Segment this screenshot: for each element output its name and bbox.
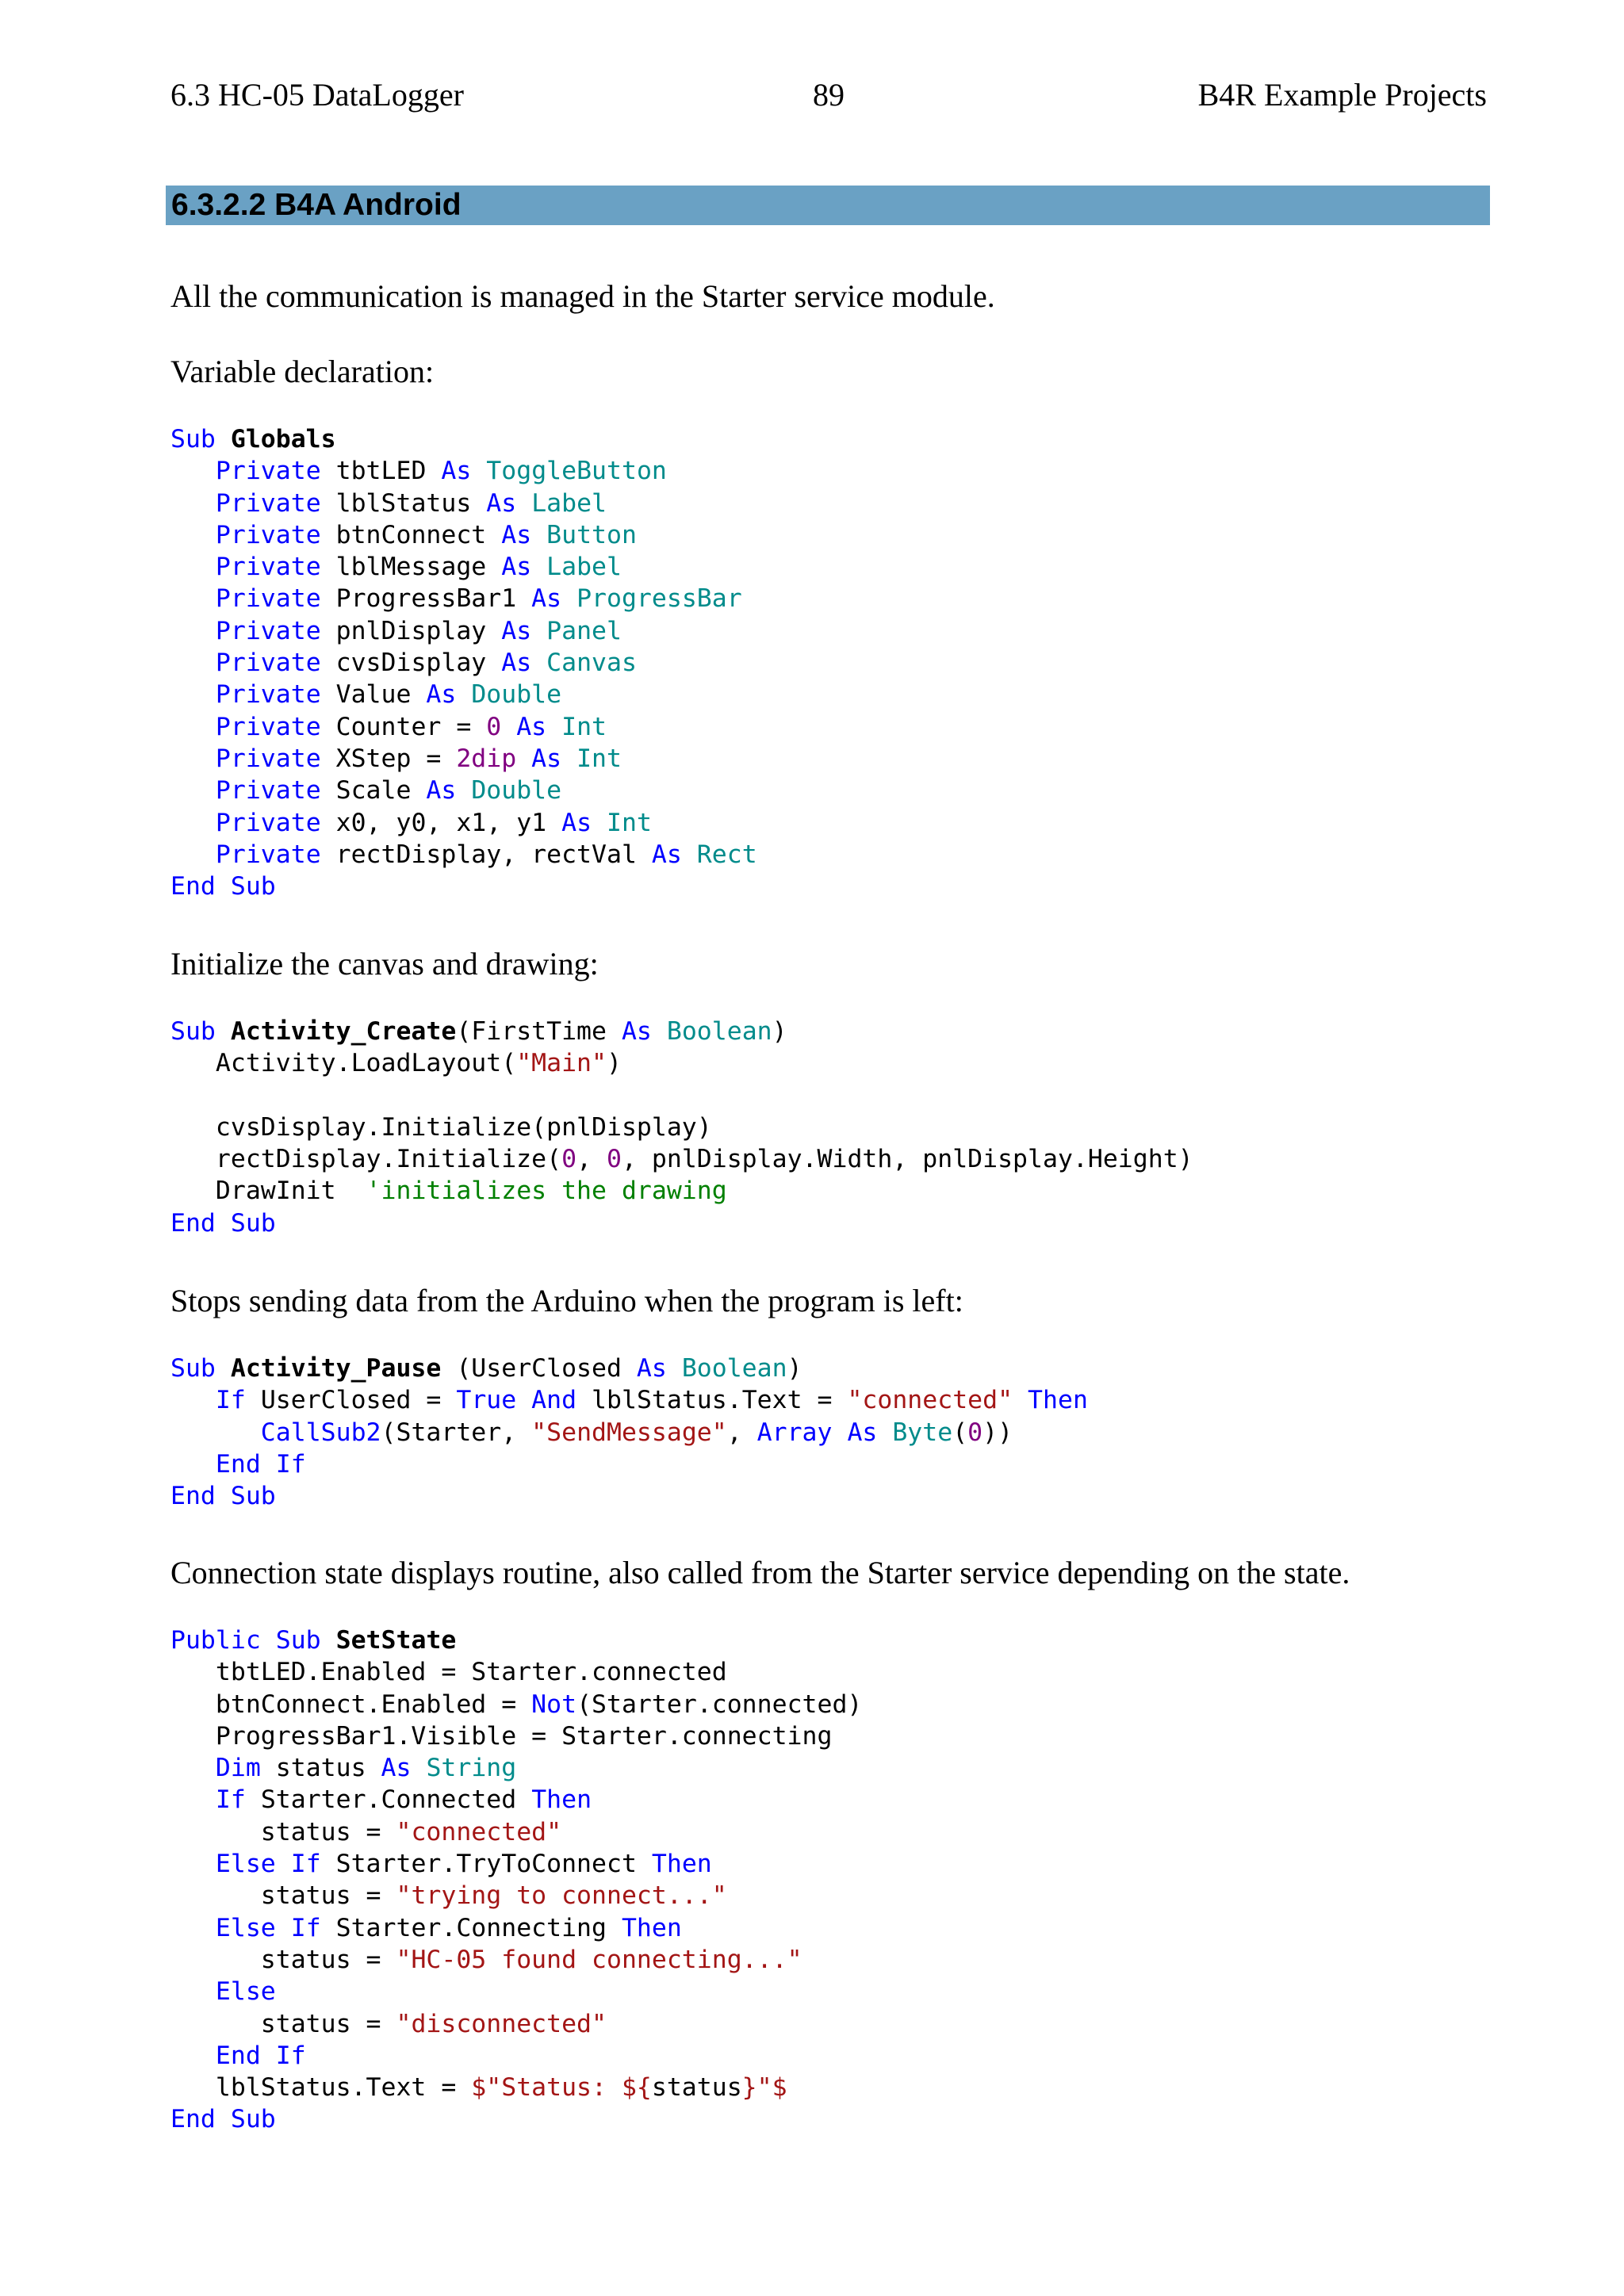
code-token: As [426, 776, 472, 806]
code-token: Counter = [335, 712, 487, 741]
initialize-caption: Initialize the canvas and drawing: [170, 946, 599, 982]
code-token: If [215, 1386, 261, 1415]
code-token: As [486, 488, 532, 518]
code-token: 0 [561, 1145, 577, 1174]
code-token: "disconnected" [396, 2009, 607, 2038]
code-token: Private [215, 553, 336, 582]
code-token: "connected" [847, 1386, 1013, 1415]
section-heading: 6.3.2.2 B4A Android [166, 186, 1490, 225]
code-token: End If [215, 1449, 306, 1479]
code-line [170, 1912, 1487, 1944]
code-line [170, 711, 1487, 743]
code-token: Boolean [681, 1354, 787, 1383]
code-line [170, 1480, 1487, 1512]
code-token: True And [456, 1386, 592, 1415]
code-token: Private [215, 616, 336, 645]
code-token: Private [215, 808, 336, 837]
code-token: 0 [486, 712, 502, 741]
code-token: btnConnect.Enabled = [170, 1689, 532, 1719]
code-token: cvsDisplay [335, 649, 502, 678]
code-token: 2dip [456, 744, 517, 773]
code-token: As [426, 680, 472, 710]
code-token [170, 649, 216, 677]
code-token [170, 1977, 216, 2006]
code-token: tbtLED [335, 457, 442, 486]
code-token: As [651, 840, 697, 869]
code-token [170, 1754, 216, 1782]
code-line [170, 1047, 1487, 1079]
code-line [170, 1448, 1487, 1480]
code-block-activity-pause [170, 1353, 1487, 1512]
code-token: Button [546, 520, 637, 549]
code-line [170, 2040, 1487, 2072]
code-token: As [621, 1017, 667, 1046]
code-token: Double [471, 776, 562, 806]
code-token: btnConnect [335, 520, 502, 549]
code-token: If [215, 1785, 261, 1815]
code-line [170, 1080, 1487, 1112]
code-token: UserClosed = [260, 1386, 457, 1415]
code-token: Label [531, 488, 607, 518]
code-token: 0 [967, 1418, 983, 1447]
code-line [170, 1417, 1487, 1448]
code-line [170, 455, 1487, 487]
code-token: Private [215, 488, 336, 518]
code-token [170, 776, 216, 805]
code-token [170, 1418, 261, 1447]
code-line [170, 1689, 1487, 1720]
code-token: CallSub2 [260, 1418, 381, 1447]
code-token [170, 617, 216, 645]
code-token: End Sub [170, 1482, 276, 1511]
code-token: ProgressBar1 [335, 584, 532, 614]
code-line [170, 743, 1487, 775]
code-token: status [275, 1754, 381, 1783]
code-token [170, 1450, 216, 1479]
code-token: As [441, 457, 487, 486]
code-line [170, 1752, 1487, 1784]
code-line [170, 1880, 1487, 1911]
code-token [170, 1386, 216, 1414]
header-book-title: B4R Example Projects [1197, 77, 1487, 113]
code-token: As [501, 616, 547, 645]
code-token: ) [606, 1049, 622, 1078]
code-token [170, 1850, 216, 1878]
code-line [170, 1112, 1487, 1143]
code-token: ) [787, 1354, 802, 1383]
code-token: Byte [892, 1418, 953, 1447]
code-line [170, 1976, 1487, 2007]
page-number: 89 [813, 77, 845, 113]
code-token: Not [531, 1689, 577, 1719]
code-token: , [576, 1145, 607, 1174]
code-token: "connected" [396, 1817, 562, 1846]
code-token [170, 1785, 216, 1814]
code-token: As [636, 1354, 682, 1383]
variable-declaration-caption: Variable declaration: [170, 354, 435, 389]
code-token: Int [576, 744, 622, 773]
code-token: Dim [215, 1754, 276, 1783]
code-token: ( [952, 1418, 968, 1447]
code-token: Private [215, 744, 336, 773]
code-line [170, 2072, 1487, 2103]
code-token: As [501, 553, 547, 582]
code-token: End Sub [170, 872, 276, 901]
code-token: ToggleButton [486, 457, 667, 486]
code-line [170, 551, 1487, 583]
code-token: String [426, 1754, 517, 1783]
code-token: "trying to connect..." [396, 1881, 727, 1911]
code-token: Sub [170, 1017, 231, 1046]
code-token [170, 1081, 186, 1110]
code-token: status [651, 2073, 742, 2103]
code-token: 0 [607, 1145, 622, 1174]
code-token: Int [561, 712, 607, 741]
code-token: lblStatus.Text = [170, 2073, 472, 2103]
code-token [1013, 1386, 1028, 1414]
code-token [170, 553, 216, 581]
code-token: }"$ [741, 2073, 787, 2103]
code-token [170, 457, 216, 485]
code-token: Double [471, 680, 562, 710]
code-token: Starter.Connected [260, 1785, 532, 1815]
code-token: Public Sub [170, 1626, 336, 1655]
intro-paragraph: All the communication is managed in the Starter service module. [170, 278, 995, 314]
code-token [170, 744, 216, 773]
code-token: )) [982, 1418, 1013, 1447]
code-token: rectDisplay, rectVal [335, 840, 652, 869]
code-token: As [531, 744, 577, 773]
code-token: pnlDisplay [335, 616, 502, 645]
code-line [170, 2103, 1487, 2135]
code-line [170, 1848, 1487, 1880]
code-token: End Sub [170, 1208, 276, 1238]
code-token: tbtLED.Enabled = Starter.connected [170, 1658, 727, 1687]
code-token: "Main" [516, 1049, 607, 1078]
code-token: Private [215, 457, 336, 486]
code-block-globals [170, 423, 1487, 902]
code-token [170, 809, 216, 837]
code-line [170, 839, 1487, 871]
code-token: End Sub [170, 2105, 276, 2134]
code-token: lblMessage [335, 553, 502, 582]
code-token: Then [651, 1850, 712, 1879]
code-token: , pnlDisplay.Width, pnlDisplay.Height) [621, 1145, 1193, 1174]
code-line [170, 1656, 1487, 1688]
code-token: , [726, 1418, 757, 1447]
code-line [170, 1143, 1487, 1175]
code-token: As [381, 1754, 427, 1783]
code-token: Private [215, 649, 336, 678]
code-token: Activity_Create [230, 1017, 457, 1046]
code-token: SetState [335, 1626, 457, 1655]
header-chapter-title: 6.3 HC-05 DataLogger [170, 77, 464, 113]
code-token [170, 521, 216, 549]
code-token: (UserClosed [441, 1354, 637, 1383]
code-line [170, 423, 1487, 455]
code-token: (Starter, [381, 1418, 532, 1447]
page-header [170, 76, 1487, 121]
code-token [170, 680, 216, 709]
code-token: Else If [215, 1850, 336, 1879]
code-token: "SendMessage" [531, 1418, 727, 1447]
code-token: As [531, 584, 577, 614]
code-line [170, 871, 1487, 902]
code-token: (FirstTime [456, 1017, 622, 1046]
code-token: (Starter.connected) [576, 1689, 863, 1719]
code-line [170, 1207, 1487, 1239]
code-token: DrawInit [170, 1177, 366, 1206]
code-line [170, 1016, 1487, 1047]
pause-caption: Stops sending data from the Arduino when the program is left: [170, 1283, 963, 1318]
code-token: Int [607, 808, 652, 837]
code-line [170, 1384, 1487, 1416]
code-block-setstate [170, 1624, 1487, 2136]
code-token: Rect [696, 840, 757, 869]
code-token: As [501, 649, 547, 678]
code-token [170, 489, 216, 518]
code-line [170, 2008, 1487, 2040]
code-token: status = [170, 1945, 396, 1974]
code-token: Private [215, 840, 336, 869]
code-token [170, 1914, 216, 1942]
code-token: Starter.Connecting [335, 1913, 622, 1942]
code-token: Scale [335, 776, 427, 806]
code-token: Label [546, 553, 622, 582]
setstate-caption: Connection state displays routine, also called from the Starter service depending on the state. [170, 1555, 1350, 1590]
code-line [170, 583, 1487, 614]
code-token: rectDisplay.Initialize( [170, 1145, 562, 1174]
code-token: 'initializes the drawing [366, 1177, 727, 1206]
code-token [170, 713, 216, 741]
code-token: status = [170, 2009, 396, 2038]
code-token [170, 840, 216, 869]
code-token [516, 744, 531, 773]
code-token: ProgressBar [576, 584, 742, 614]
code-token: Else [215, 1977, 276, 2007]
code-token: Then [531, 1785, 592, 1815]
code-token: Private [215, 520, 336, 549]
code-token: Activity.LoadLayout( [170, 1049, 517, 1078]
code-line [170, 1624, 1487, 1656]
code-line [170, 519, 1487, 551]
code-token: Private [215, 680, 336, 710]
code-token: lblStatus.Text = [592, 1386, 848, 1415]
code-line [170, 1720, 1487, 1752]
code-token: Starter.TryToConnect [335, 1850, 652, 1879]
code-token: Private [215, 584, 336, 614]
code-token: Private [215, 776, 336, 806]
code-token: As [516, 712, 562, 741]
code-token: As [561, 808, 607, 837]
code-line [170, 615, 1487, 647]
code-token: Activity_Pause [230, 1354, 442, 1383]
code-line [170, 1944, 1487, 1976]
code-token: Private [215, 712, 336, 741]
code-token: As [501, 520, 547, 549]
code-token: Globals [230, 425, 336, 453]
code-line [170, 775, 1487, 806]
code-token: End If [215, 2041, 306, 2070]
code-line [170, 807, 1487, 839]
code-token: Sub [170, 1354, 231, 1383]
code-line [170, 647, 1487, 679]
code-token: Sub [170, 425, 231, 453]
code-token [501, 713, 516, 741]
code-token: ) [772, 1017, 787, 1046]
code-line [170, 679, 1487, 710]
code-token: x0, y0, x1, y1 [335, 808, 562, 837]
code-token [170, 584, 216, 613]
code-token: lblStatus [335, 488, 487, 518]
code-token: status = [170, 1881, 396, 1911]
code-token: $"Status: ${ [471, 2073, 652, 2103]
code-token: status = [170, 1817, 396, 1846]
code-line [170, 1353, 1487, 1384]
code-token: Value [335, 680, 427, 710]
code-line [170, 1784, 1487, 1816]
code-token: Array As [756, 1418, 893, 1447]
code-token: Then [621, 1913, 682, 1942]
code-token: cvsDisplay.Initialize(pnlDisplay) [170, 1112, 712, 1142]
code-line [170, 1816, 1487, 1848]
code-token: Boolean [666, 1017, 772, 1046]
code-line [170, 488, 1487, 519]
code-token: Canvas [546, 649, 637, 678]
code-token [170, 2042, 216, 2070]
code-token: Panel [546, 616, 622, 645]
code-token: XStep = [335, 744, 457, 773]
code-token: Else If [215, 1913, 336, 1942]
code-block-activity-create [170, 1016, 1487, 1239]
code-line [170, 1175, 1487, 1207]
code-token: "HC-05 found connecting..." [396, 1945, 802, 1974]
code-token: ProgressBar1.Visible = Starter.connecting [170, 1721, 833, 1751]
code-token: Then [1028, 1386, 1088, 1415]
